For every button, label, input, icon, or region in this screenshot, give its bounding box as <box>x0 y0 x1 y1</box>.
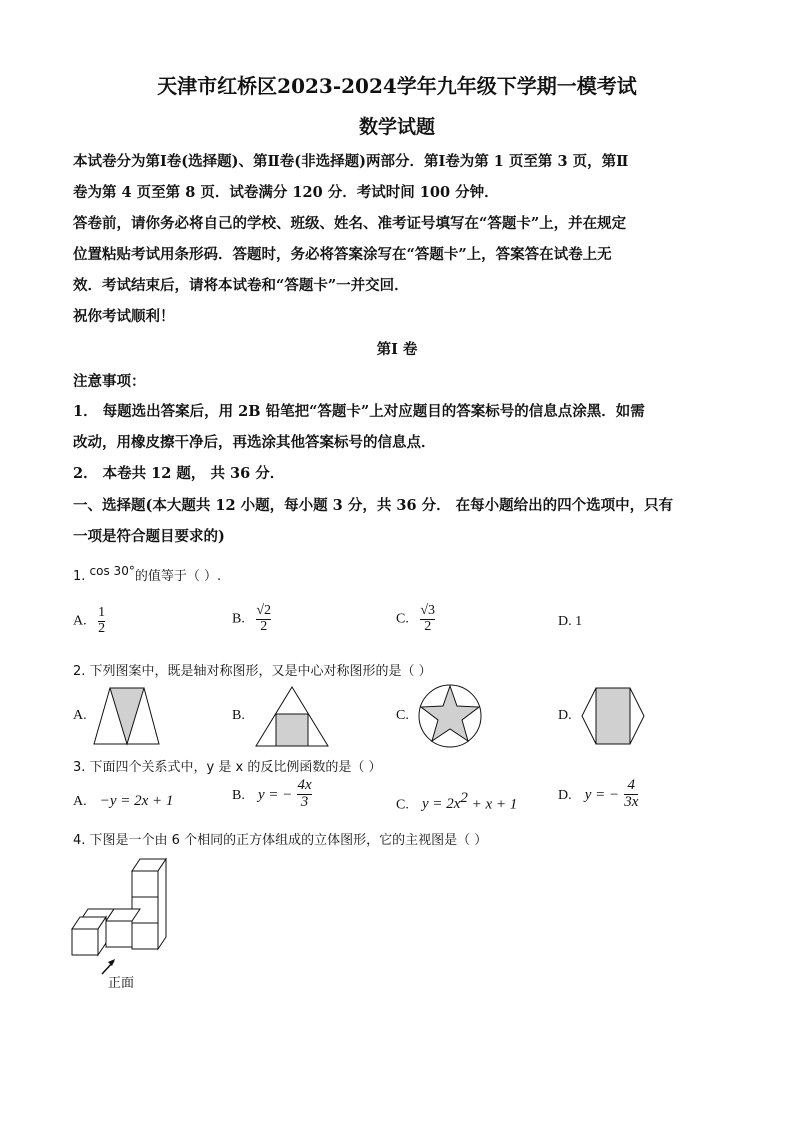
notes-heading: 注意事项： <box>73 373 146 390</box>
q2-option-c-label[interactable]: C. <box>396 708 409 723</box>
question-1 <box>73 565 221 584</box>
q1-option-d[interactable] <box>558 614 582 630</box>
option-label: A. <box>73 613 87 629</box>
front-label: 正面 <box>108 976 135 991</box>
denominator: 3 <box>300 793 309 810</box>
q2-option-d-label[interactable]: D. <box>558 708 572 723</box>
q2-option-a-label[interactable]: A. <box>73 708 87 723</box>
q1-number: 1. <box>73 569 86 584</box>
option-label: C. <box>396 797 409 813</box>
option-expression-tail: + x + 1 <box>467 796 518 813</box>
q3-option-d[interactable] <box>558 778 638 811</box>
part-1-line-1: 一、选择题(本大题共 12 小题，每小题 3 分，共 36 分． 在每小题给出的四个选项中，只有 <box>73 497 674 514</box>
q2-figure-a <box>92 686 162 746</box>
fraction <box>98 606 105 636</box>
q1-option-b[interactable] <box>232 604 271 634</box>
fraction <box>624 778 638 811</box>
q1-option-a[interactable] <box>73 606 105 636</box>
q3-option-a[interactable] <box>73 790 173 810</box>
fraction <box>420 604 435 634</box>
denominator: 2 <box>98 620 106 636</box>
fraction <box>297 778 311 811</box>
note-2: 2． 本卷共 12 题， 共 36 分． <box>73 465 285 482</box>
intro-line-1: 本试卷分为第Ⅰ卷(选择题)、第Ⅱ卷(非选择题)两部分．第Ⅰ卷为第 1 页至第 3 页，第Ⅱ <box>73 153 629 170</box>
option-label: B. <box>232 787 245 803</box>
note-1-line-2: 改动，用橡皮擦干净后，再选涂其他答案标号的信息点． <box>73 434 436 451</box>
option-value: 1 <box>575 614 583 629</box>
q1-option-c[interactable] <box>396 604 435 634</box>
subject-title: 数学试题 <box>358 116 435 138</box>
option-expression: y = 2x <box>421 796 461 813</box>
numerator: 4x <box>297 777 312 793</box>
option-expression: y = − <box>584 786 620 803</box>
intro-line-2: 卷为第 4 页至第 8 页．试卷满分 120 分．考试时间 100 分钟． <box>73 184 499 201</box>
q2-figure-d <box>580 686 646 746</box>
page-title: 天津市红桥区2023-2024学年九年级下学期一模考试 <box>157 74 637 98</box>
wish-line: 祝你考试顺利！ <box>73 308 175 325</box>
fraction <box>256 604 271 634</box>
intro-line-5: 效．考试结束后，请将本试卷和“答题卡”一并交回． <box>73 277 409 294</box>
denominator: 3x <box>624 793 639 810</box>
numerator: 4 <box>627 777 636 793</box>
note-1-line-1: 1． 每题选出答案后，用 2B 铅笔把“答题卡”上对应题目的答案标号的信息点涂黑．如需 <box>73 403 645 420</box>
numerator: 1 <box>98 605 106 620</box>
option-expression: y = − <box>257 786 293 803</box>
q1-expression: cos 30° <box>89 564 135 578</box>
numerator: √2 <box>256 603 272 618</box>
question-2: 2. 下列图案中，既是轴对称图形，又是中心对称图形的是（ ） <box>73 664 432 679</box>
q4-cube-figure <box>70 855 180 960</box>
option-label: D. <box>558 614 572 629</box>
q2-figure-b <box>254 686 330 748</box>
exponent: 2 <box>460 790 468 806</box>
q2-option-b-label[interactable]: B. <box>232 708 245 723</box>
option-label: C. <box>396 611 409 627</box>
intro-line-4: 位置粘贴考试用条形码．答题时，务必将答案涂写在“答题卡”上，答案答在试卷上无 <box>73 246 612 263</box>
q2-figure-c <box>417 683 483 749</box>
option-label: B. <box>232 611 245 627</box>
denominator: 2 <box>424 618 432 634</box>
denominator: 2 <box>260 618 268 634</box>
option-expression: −y = 2x + 1 <box>99 793 174 809</box>
numerator: √3 <box>420 603 436 618</box>
q1-suffix: 的值等于（ ）. <box>134 569 222 584</box>
q3-option-c[interactable] <box>396 790 517 813</box>
intro-line-3: 答卷前，请你务必将自己的学校、班级、姓名、准考证号填写在“答题卡”上，并在规定 <box>73 215 627 232</box>
question-4: 4. 下图是一个由 6 个相同的正方体组成的立体图形，它的主视图是（ ） <box>73 833 488 848</box>
part-1-line-2: 一项是符合题目要求的) <box>73 528 225 545</box>
q3-option-b[interactable] <box>232 778 312 811</box>
section-heading: 第Ⅰ 卷 <box>376 341 418 358</box>
option-label: A. <box>73 794 87 809</box>
question-3: 3. 下面四个关系式中，y 是 x 的反比例函数的是（ ） <box>73 760 382 775</box>
option-label: D. <box>558 787 572 803</box>
